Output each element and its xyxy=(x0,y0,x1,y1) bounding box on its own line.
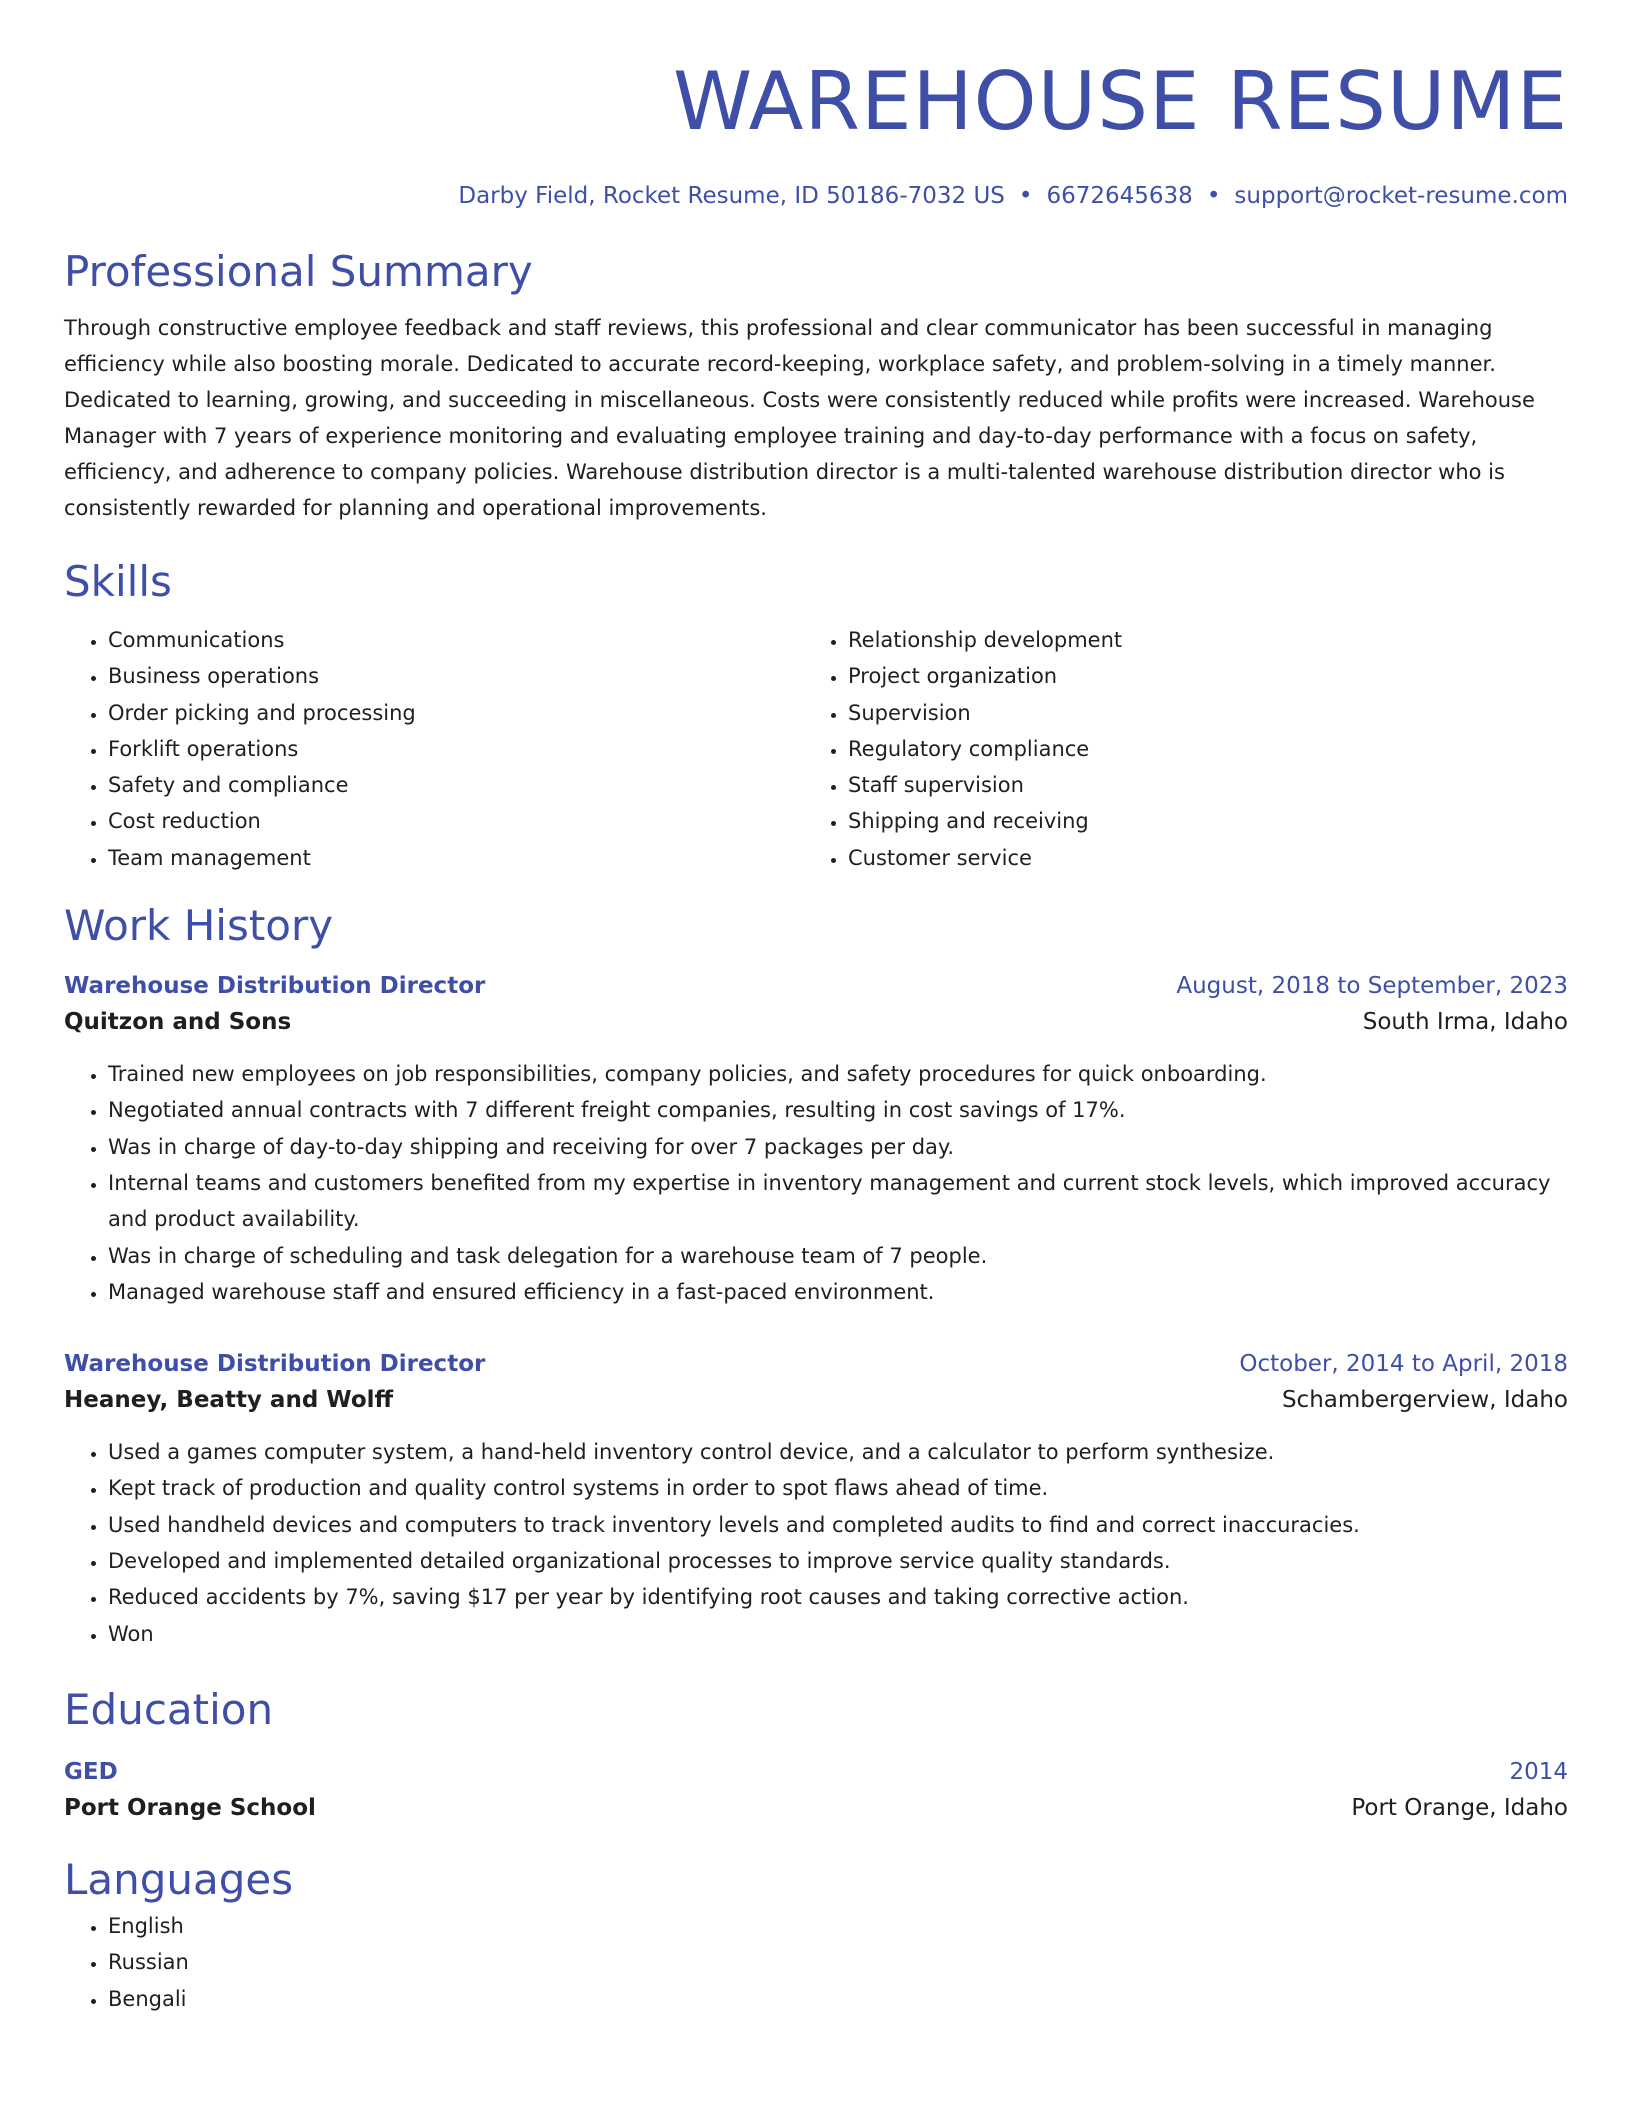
contact-separator: • xyxy=(1018,183,1033,209)
skill-item: • Team management xyxy=(108,840,804,876)
skill-item: • Communications xyxy=(108,622,804,658)
job-title: Warehouse Distribution Director xyxy=(64,1351,486,1378)
job-company: Quitzon and Sons xyxy=(64,1009,292,1036)
job-duty: • Managed warehouse staff and ensured efficiency in a fast-paced environment. xyxy=(108,1274,1568,1310)
resume-header xyxy=(64,52,1568,212)
languages-heading: Languages xyxy=(64,1854,294,1904)
education-school: Port Orange School xyxy=(64,1794,316,1821)
skills-list xyxy=(64,622,1568,876)
job-location: South Irma, Idaho xyxy=(1362,1009,1568,1036)
job-duties xyxy=(64,1434,1568,1652)
language-item: • Russian xyxy=(108,1944,1568,1980)
job-duty: • Negotiated annual contracts with 7 different freight companies, resulting in cost savings of 17%. xyxy=(108,1092,1568,1128)
job-duty: • Trained new employees on job responsibilities, company policies, and safety procedures for quick onboarding. xyxy=(108,1056,1568,1092)
skill-item: • Cost reduction xyxy=(108,803,804,839)
skill-item: • Customer service xyxy=(848,840,1544,876)
job-location: Schambergerview, Idaho xyxy=(1281,1387,1568,1414)
job-duty: • Was in charge of scheduling and task delegation for a warehouse team of 7 people. xyxy=(108,1238,1568,1274)
skill-item: • Forklift operations xyxy=(108,731,804,767)
resume-title: WAREHOUSE RESUME xyxy=(672,55,1568,148)
language-item: • English xyxy=(108,1908,1568,1944)
education-location: Port Orange, Idaho xyxy=(1351,1794,1568,1821)
job-duty: • Internal teams and customers benefited from my expertise in inventory management and current stock levels, which improved accuracy and product availability. xyxy=(108,1165,1568,1238)
job-dates: August, 2018 to September, 2023 xyxy=(1176,973,1568,1000)
contact-separator: • xyxy=(1206,183,1221,209)
job-duty: • Reduced accidents by 7%, saving $17 per year by identifying root causes and taking corrective action. xyxy=(108,1579,1568,1615)
skills-heading: Skills xyxy=(64,557,172,606)
job-entry xyxy=(64,968,1568,1310)
job-title: Warehouse Distribution Director xyxy=(64,973,486,1000)
languages-list xyxy=(64,1908,1568,2017)
job-dates: October, 2014 to April, 2018 xyxy=(1239,1351,1568,1378)
skills-column-right xyxy=(804,622,1544,876)
skill-item: • Staff supervision xyxy=(848,767,1544,803)
skill-item: • Project organization xyxy=(848,658,1544,694)
skill-item: • Supervision xyxy=(848,695,1544,731)
summary-heading: Professional Summary xyxy=(64,247,533,296)
contact-phone: 6672645638 xyxy=(1046,183,1193,209)
education-year: 2014 xyxy=(1509,1758,1568,1785)
job-duty: • Developed and implemented detailed organizational processes to improve service quality standards. xyxy=(108,1543,1568,1579)
skill-item: • Order picking and processing xyxy=(108,695,804,731)
contact-address: Darby Field, Rocket Resume, ID 50186-7032 US xyxy=(458,183,1005,209)
skill-item: • Safety and compliance xyxy=(108,767,804,803)
work-history-heading: Work History xyxy=(64,901,334,951)
job-duty: • Kept track of production and quality control systems in order to spot flaws ahead of time. xyxy=(108,1470,1568,1506)
language-item: • Bengali xyxy=(108,1981,1568,2017)
job-duties xyxy=(64,1056,1568,1310)
job-duty: • Won xyxy=(108,1616,1568,1652)
skill-item: • Regulatory compliance xyxy=(848,731,1544,767)
job-company: Heaney, Beatty and Wolff xyxy=(64,1387,394,1414)
contact-line xyxy=(64,180,1568,212)
job-entry xyxy=(64,1346,1568,1652)
job-duty: • Used handheld devices and computers to track inventory levels and completed audits to find and correct inaccuracies. xyxy=(108,1507,1568,1543)
education-degree: GED xyxy=(64,1758,118,1785)
contact-email: support@rocket-resume.com xyxy=(1234,183,1568,209)
job-duty: • Used a games computer system, a hand-held inventory control device, and a calculator to perform synthesize. xyxy=(108,1434,1568,1470)
skill-item: • Relationship development xyxy=(848,622,1544,658)
education-heading: Education xyxy=(64,1684,274,1734)
skills-column-left xyxy=(64,622,804,876)
summary-text: Through constructive employee feedback and staff reviews, this professional and clear communicator has been successful in managing efficiency while also boosting morale. Dedicated to accurate record-keeping, workplace safety, and problem-solving in a timely manner. Dedicated to learning, growing, and succeeding in miscellaneous. Costs were consistently reduced while profits were increased. Warehouse Manager with 7 years of experience monitoring and evaluating employee training and day-to-day performance with a focus on safety, efficiency, and adherence to company policies. Warehouse distribution director is a multi-talented warehouse distribution director who is consistently rewarded for planning and operational improvements. xyxy=(64,316,1535,520)
skill-item: • Shipping and receiving xyxy=(848,803,1544,839)
education-entry xyxy=(64,1754,1568,1826)
skill-item: • Business operations xyxy=(108,658,804,694)
job-duty: • Was in charge of day-to-day shipping and receiving for over 7 packages per day. xyxy=(108,1129,1568,1165)
